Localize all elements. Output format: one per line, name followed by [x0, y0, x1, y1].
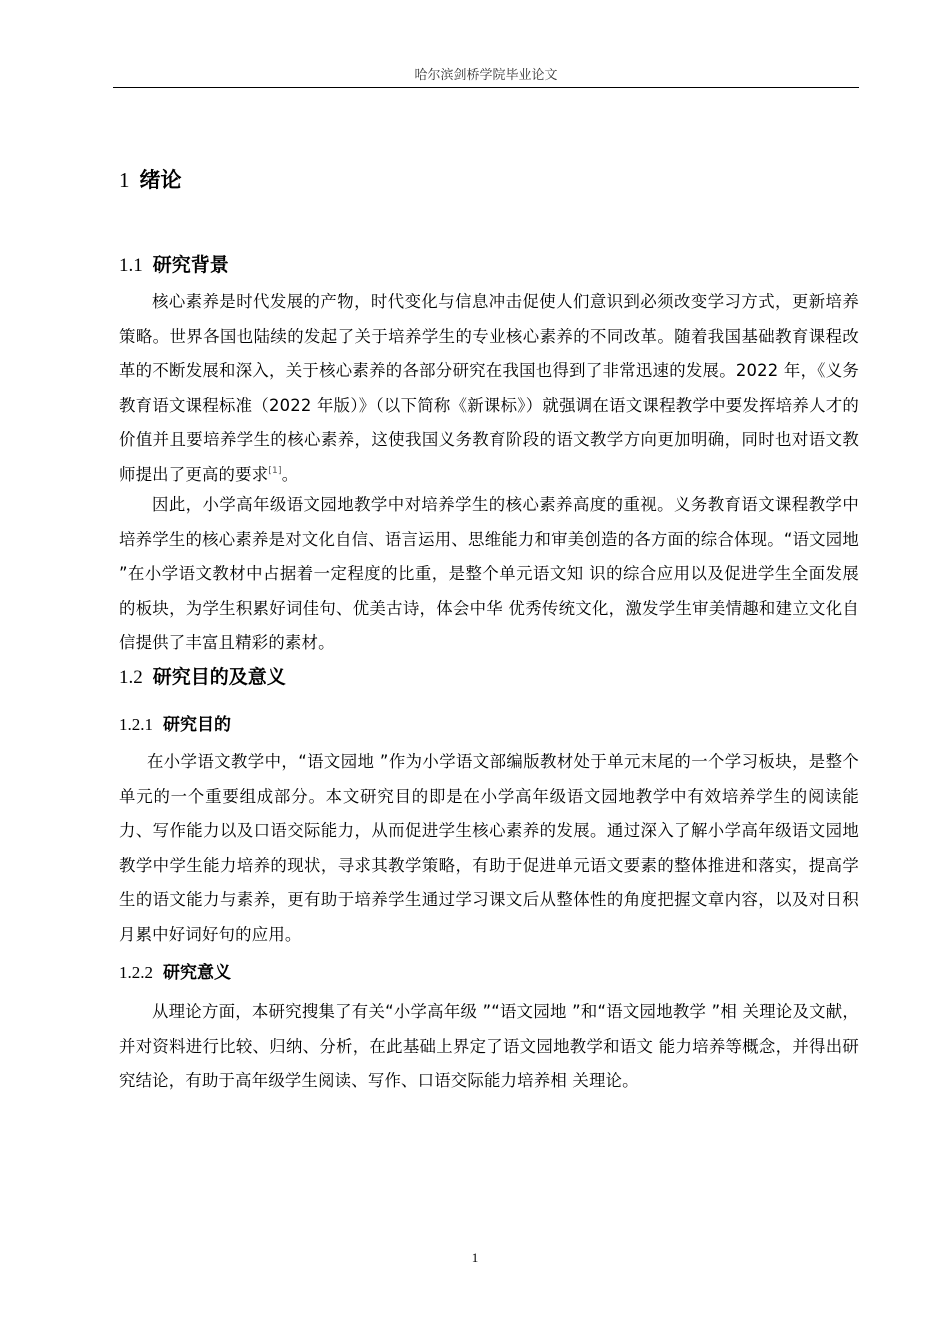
header-rule — [113, 87, 859, 88]
paragraph-background-1 — [119, 285, 859, 492]
paragraph-purpose: 在小学语文教学中，“语文园地 ”作为小学语文部编版教材处于单元末尾的一个学习板块，是整个单元的一个重要组成部分。本文研究目的即是在小学高年级语文园地教学中有效培养学生的阅读能力、写作能力以及口语交际能力，从而促进学生核心素养的发展。通过深入了解小学高年级语文园地教学中学生能力培养的现状，寻求其教学策略，有助于促进单元语文要素的整体推进和落实，提高学生的语文能力与素养，更有助于培养学生通过学习课文后从整体性的角度把握文章内容，以及对日积月累中好词好句的应用。 — [119, 752, 859, 944]
section-1-2-1-heading — [119, 710, 231, 735]
section-1-2-2-heading — [119, 958, 231, 983]
chapter-heading — [119, 164, 182, 194]
section-1-2-heading — [119, 662, 286, 689]
chapter-title: 绪论 — [139, 168, 182, 192]
page-number: 1 — [471, 1250, 479, 1265]
section-1-2-1-title: 研究目的 — [163, 715, 231, 735]
paragraph-text: 核心素养是时代发展的产物，时代变化与信息冲击促使人们意识到必须改变学习方式，更新培养策略。世界各国也陆续的发起了关于培养学生的专业核心素养的不同改革。随着我国基础教育课程改革的不断发展和深入，关于核心素养的各部分研究在我国也得到了非常迅速的发展。2022 年，《义务教育语文课程标准（2022 年版）》（以下简称《新课标》）就强调在语文课程教学中要发挥培养人才的价值并且要培养学生的核心素养，这使我国义务教育阶段的语文教学方向更加明确，同时也对语文教师提出了更高的要求 — [119, 292, 859, 484]
citation-ref: [1] — [268, 465, 282, 476]
section-1-1-heading — [119, 250, 229, 277]
paragraph-end: 。 — [281, 464, 299, 484]
section-1-2-number: 1.2 — [119, 667, 143, 688]
section-1-2-2-title: 研究意义 — [163, 963, 231, 983]
section-1-1-title: 研究背景 — [152, 254, 229, 276]
page-header: 哈尔滨剑桥学院毕业论文 — [414, 68, 558, 83]
section-1-2-title: 研究目的及意义 — [152, 666, 286, 688]
section-1-2-1-number: 1.2.1 — [119, 715, 153, 734]
section-1-2-2-number: 1.2.2 — [119, 963, 153, 982]
paragraph-significance: 从理论方面，本研究搜集了有关“小学高年级 ”“语文园地 ”和“语文园地教学 ”相 关理论及文献，并对资料进行比较、归纳、分析，在此基础上界定了语文园地教学和语文 能力培养等概念，并得出研究结论，有助于高年级学生阅读、写作、口语交际能力培养相 关理论。 — [119, 1002, 859, 1090]
paragraph-background-2: 因此，小学高年级语文园地教学中对培养学生的核心素养高度的重视。义务教育语文课程教学中培养学生的核心素养是对文化自信、语言运用、思维能力和审美创造的各方面的综合体现。“语文园地 ”在小学语文教材中占据着一定程度的比重，是整个单元语文知 识的综合应用以及促进学生全面发展的板块，为学生积累好词佳句、优美古诗，体会中华 优秀传统文化，激发学生审美情趣和建立文化自信提供了丰富且精彩的素材。 — [119, 495, 859, 652]
section-1-1-number: 1.1 — [119, 255, 143, 276]
chapter-number: 1 — [119, 168, 130, 192]
